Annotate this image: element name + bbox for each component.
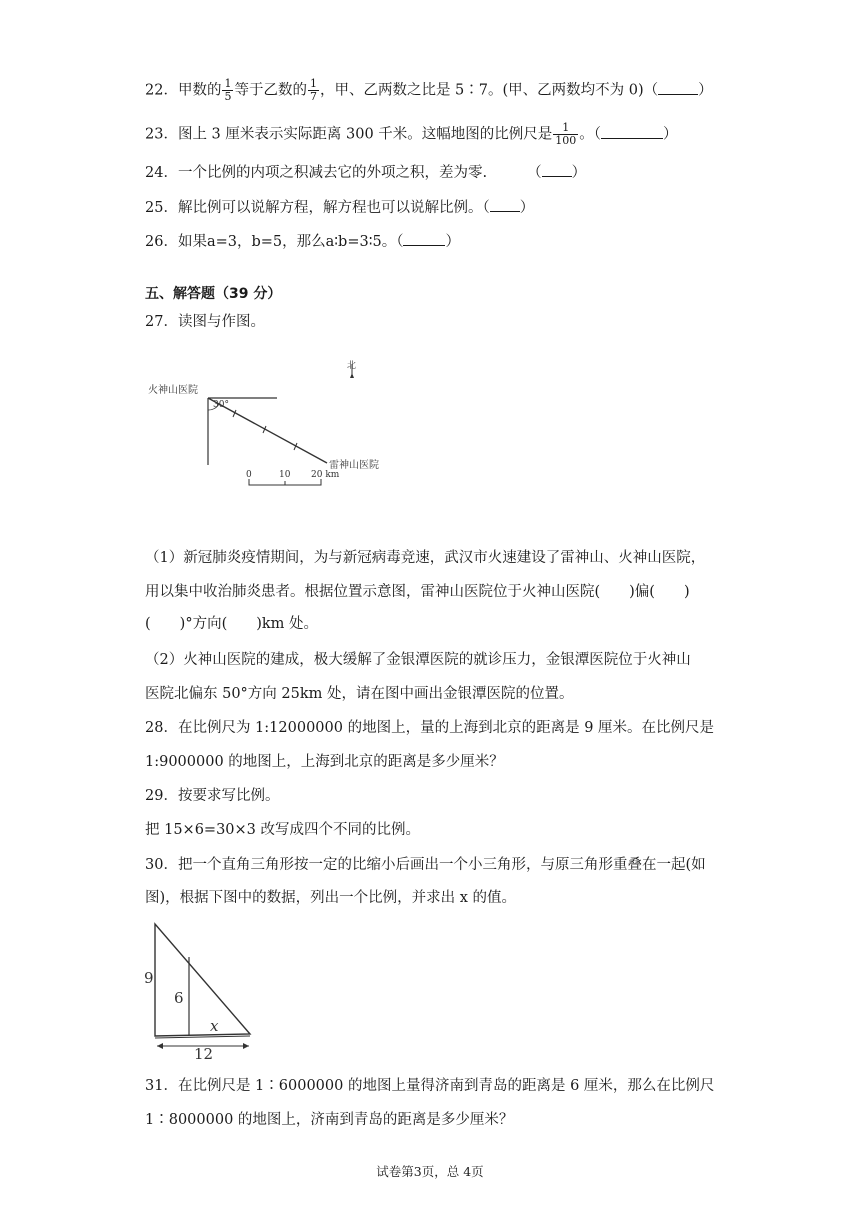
question-22: 22．甲数的 $\frac{1}{5}$ 等于乙数的 $\frac{1}{7}$ ，甲、乙两数之比是 5∶7。(甲、乙两数均不为 0)（ ） bbox=[145, 77, 713, 103]
q27-part1-line2: 用以集中收治肺炎患者。根据位置示意图，雷神山医院位于火神山医院( )偏( ) bbox=[145, 584, 690, 600]
large-triangle bbox=[155, 924, 250, 1036]
question-30-line1: 30．把一个直角三角形按一定的比缩小后画出一个小三角形，与原三角形重叠在一起(如 bbox=[145, 857, 706, 873]
huoshen-label: 火神山医院 bbox=[148, 385, 198, 396]
question-28-line2: 1:9000000 的地图上，上海到北京的距离是多少厘米？ bbox=[145, 754, 504, 770]
page-footer: 试卷第3页，总 4页 bbox=[376, 1164, 484, 1179]
answer-blank[interactable] bbox=[403, 231, 445, 246]
question-24: 24．一个比例的内项之积减去它的外项之积，差为零. （ ） bbox=[145, 162, 586, 183]
answer-blank[interactable] bbox=[601, 124, 663, 139]
fraction-one-seventh: $\frac{1}{7}$ bbox=[309, 77, 317, 103]
question-28-line1: 28．在比例尺为 1:12000000 的地图上，量的上海到北京的距离是 9 厘米。在比例尺是 bbox=[145, 720, 715, 736]
question-25: 25．解比例可以说解方程，解方程也可以说解比例。（ ） bbox=[145, 197, 534, 218]
answer-blank[interactable] bbox=[542, 162, 572, 177]
question-31-line1: 31．在比例尺是 1∶6000000 的地图上量得济南到青岛的距离是 6 厘米，那么在比例尺 bbox=[145, 1078, 715, 1094]
scale-10: 10 bbox=[279, 470, 291, 480]
triangle-figure bbox=[140, 918, 265, 1063]
q27-part1-line3: ( )°方向( )km 处。 bbox=[145, 616, 319, 632]
angle-label: 30° bbox=[213, 400, 229, 410]
north-label: 北 bbox=[347, 361, 357, 371]
q27-part2-line1: （2）火神山医院的建成，极大缓解了金银潭医院的就诊压力，金银潭医院位于火神山 bbox=[145, 652, 691, 668]
question-29-line1: 29．按要求写比例。 bbox=[145, 788, 280, 804]
location-map-figure bbox=[145, 355, 405, 490]
answer-blank[interactable] bbox=[490, 197, 520, 212]
leishen-label: 雷神山医院 bbox=[329, 460, 379, 471]
label-6: 6 bbox=[174, 989, 184, 1007]
label-x: x bbox=[210, 1017, 219, 1035]
label-9: 9 bbox=[144, 969, 154, 987]
scale-20: 20 km bbox=[311, 470, 340, 480]
question-26: 26．如果a=3，b=5，那么a∶b=3∶5。（ ） bbox=[145, 231, 460, 252]
scale-0: 0 bbox=[246, 470, 252, 480]
q27-part2-line2: 医院北偏东 50°方向 25km 处，请在图中画出金银潭医院的位置。 bbox=[145, 686, 574, 702]
section-title: 五、解答题（39 分） bbox=[145, 286, 282, 302]
question-29-line2: 把 15×6=30×3 改写成四个不同的比例。 bbox=[145, 822, 421, 838]
question-30-line2: 图)，根据下图中的数据，列出一个比例，并求出 x 的值。 bbox=[145, 890, 517, 906]
fraction-one-hundredth: $\frac{1}{100}$ bbox=[555, 121, 577, 147]
question-23: 23．图上 3 厘米表示实际距离 300 千米。这幅地图的比例尺是 $\frac{1}{100}$ 。（ ） bbox=[145, 121, 678, 147]
fraction-one-fifth: $\frac{1}{5}$ bbox=[224, 77, 232, 103]
question-31-line2: 1∶8000000 的地图上，济南到青岛的距离是多少厘米？ bbox=[145, 1112, 514, 1128]
answer-blank[interactable] bbox=[658, 80, 698, 95]
label-12: 12 bbox=[194, 1045, 214, 1063]
question-27-title: 27．读图与作图。 bbox=[145, 314, 265, 330]
q27-part1-line1: （1）新冠肺炎疫情期间，为与新冠病毒竞速，武汉市火速建设了雷神山、火神山医院， bbox=[145, 550, 706, 566]
